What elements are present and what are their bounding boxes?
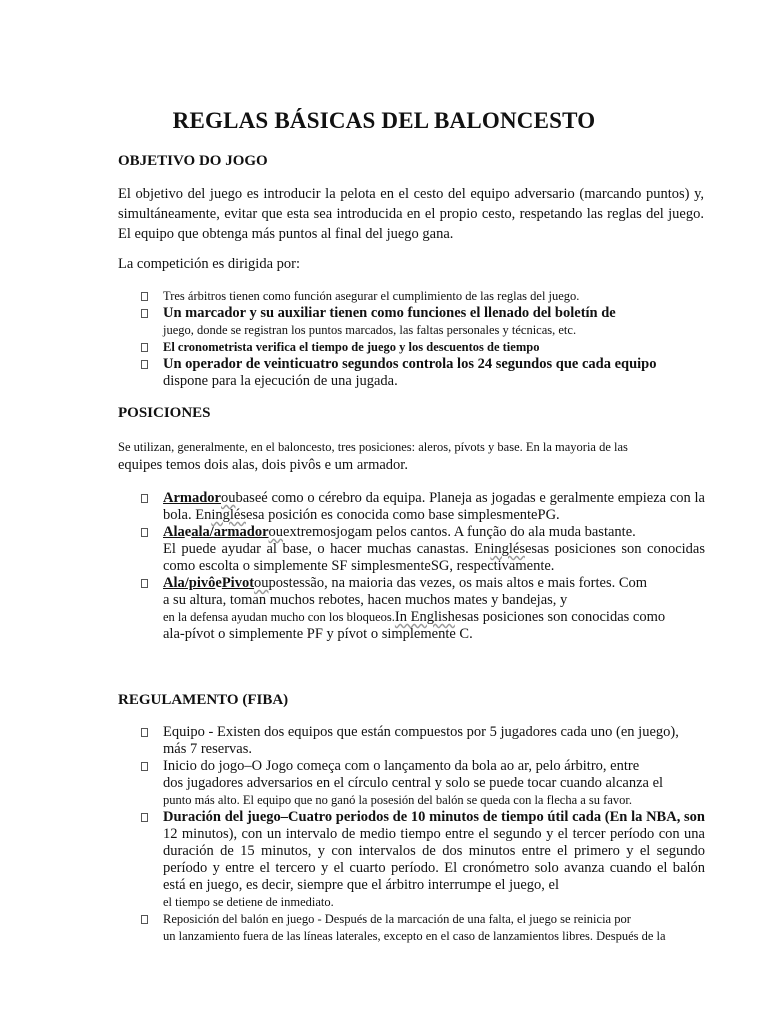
section-heading-regulamento: REGULAMENTO (FIBA) (118, 692, 289, 708)
bullet-icon (141, 494, 148, 503)
list-item: Tres árbitros tienen como función asegurar el cumplimiento de las reglas del juego. (140, 288, 705, 305)
bullet-icon (141, 360, 148, 369)
bullet-icon (141, 528, 148, 537)
bullet-icon (141, 343, 148, 352)
list-oficiales (140, 288, 705, 390)
paragraph-competicion: La competición es dirigida por: (118, 256, 301, 272)
paragraph-posiciones-line2: equipes temos dois alas, dois pivôs e um armador. (118, 457, 408, 473)
list-item-continuation: dispone para la ejecución de una jugada. (163, 373, 398, 389)
bullet-icon (141, 309, 148, 318)
paragraph-posiciones-line1: Se utilizan, generalmente, en el baloncesto, tres posiciones: aleros, pívots y base. En la mayoria de las (118, 440, 628, 454)
list-item: El cronometrista verifica el tiempo de juego y los descuentos de tiempo (140, 339, 705, 356)
list-regulamento (140, 724, 705, 945)
list-item-equipo: Equipo - Existen dos equipos que están compuestos por 5 jugadores cada uno (en juego), más 7 reservas. (140, 724, 705, 758)
paragraph-objetivo: El objetivo del juego es introducir la pelota en el cesto del equipo adversario (marcando puntos) y, simultáneamente, evitar que esta sea introducida en el propio cesto, respetando las reglas del juego. El equipo que obtenga más puntos al final del juego gana. (118, 186, 704, 242)
list-item: Un marcador y su auxiliar tienen como funciones el llenado del boletín de (140, 305, 705, 322)
bullet-icon (141, 579, 148, 588)
list-item: Un operador de veinticuatro segundos controla los 24 segundos que cada equipo (140, 356, 705, 373)
bullet-icon (141, 813, 148, 822)
list-item-continuation: juego, donde se registran los puntos marcados, las faltas personales y técnicas, etc. (163, 323, 577, 337)
list-item-inicio: Inicio do jogo–O Jogo começa com o lançamento da bola ao ar, pelo árbitro, entre dos jugadores adversarios en el círculo central y solo se puede tocar cuando alcanza el punto más alto. El equipo que no ganó la posesión del balón se queda con la flecha a su favor. (140, 758, 705, 809)
list-posiciones (140, 490, 705, 643)
list-item-armador: Armadoroubaseé como o cérebro da equipa. Planeja as jogadas e geralmente empieza con la bola. Eninglésesa posición es conocida como base simplesmentePG. (140, 490, 705, 524)
list-item-reposicion: Reposición del balón en juego - Después de la marcación de una falta, el juego se reinicia por un lanzamiento fuera de las líneas laterales, excepto en el caso de lanzamientos libres. Después de la (140, 911, 705, 945)
section-heading-objetivo: OBJETIVO DO JOGO (118, 153, 268, 169)
section-heading-posiciones: POSICIONES (118, 405, 211, 421)
bullet-icon (141, 915, 148, 924)
document-title: REGLAS BÁSICAS DEL BALONCESTO (172, 108, 596, 133)
list-item-ala: Alaeala/armadorouextremosjogam pelos cantos. A função do ala muda bastante. El puede ayudar al base, o hacer muchas canastas. Eninglésesas posiciones son conocidas como escolta o simplemente SF simplesmenteSG, respectivamente. (140, 524, 705, 575)
bullet-icon (141, 728, 148, 737)
list-item-pivo: Ala/pivôePivotoupostessão, na maioria das vezes, os mais altos e mais fortes. Com a su altura, toman muchos rebotes, hacen muchos mates y bandejas, y en la defensa ayudan mucho con los bloqueos.In Englishesas posiciones son conocidas como ala-pívot o simplemente PF y pívot o simplemente C. (140, 575, 705, 643)
bullet-icon (141, 762, 148, 771)
bullet-icon (141, 292, 148, 301)
list-item-duracion: Duración del juego–Cuatro periodos de 10 minutos de tiempo útil cada (En la NBA, son 12 minutos), con un intervalo de medio tiempo entre el segundo y el tercer período con una duración de 15 minutos, y con intervalos de dos minutos entre el primero y el segundo período y entre el tercero y el cuarto período. El cronómetro solo avanza cuando el balón está en juego, es decir, siempre que el árbitro interrumpe el juego, el el tiempo se detiene de inmediato. (140, 809, 705, 911)
